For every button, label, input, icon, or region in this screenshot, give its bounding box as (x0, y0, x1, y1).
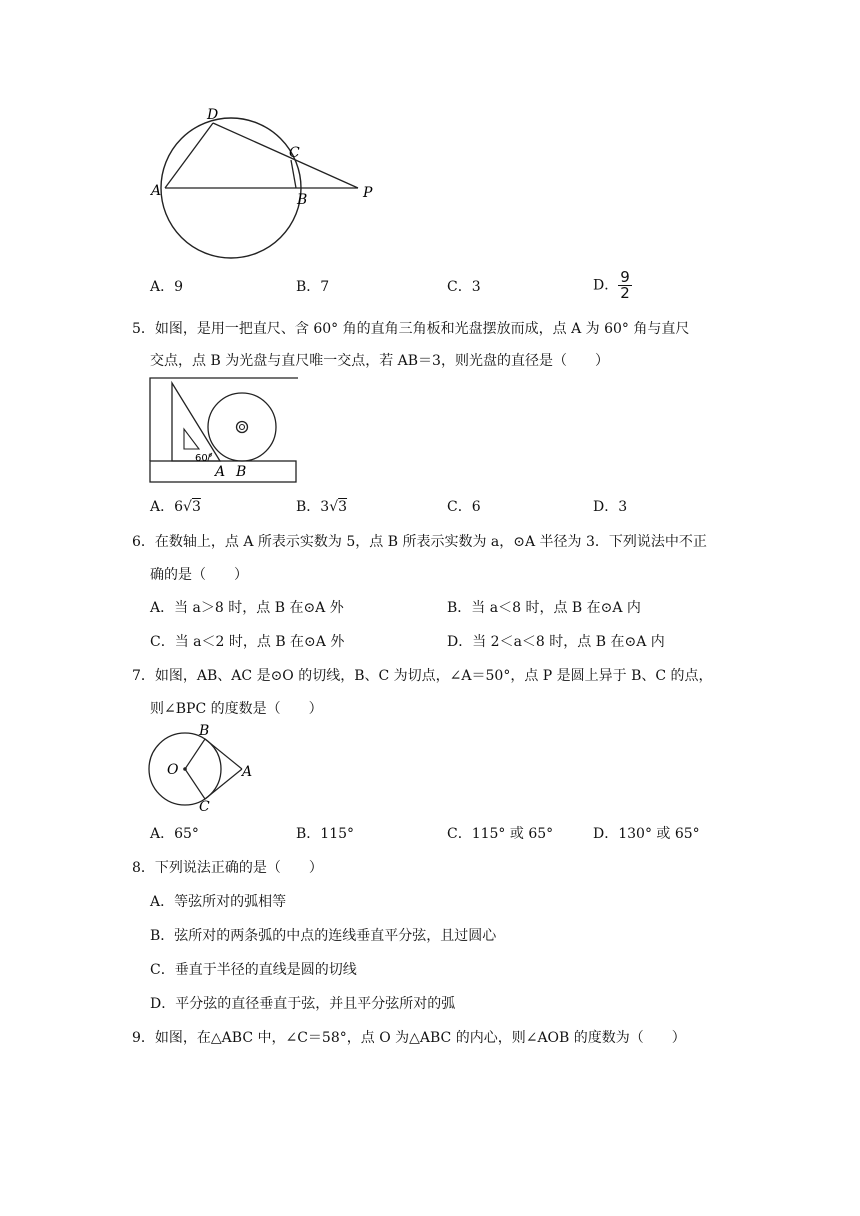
q6-option-a: A．当 a＞8 时，点 B 在⊙A 外 (150, 600, 344, 616)
q7-segment-oc (185, 769, 205, 799)
q4-option-a: A．9 (150, 279, 184, 295)
q6-option-b: B．当 a＜8 时，点 B 在⊙A 内 (447, 600, 641, 616)
q5-option-a-prefix: A．6 (150, 499, 184, 515)
q5-option-b-radical: √3 (329, 499, 348, 515)
q6-stem-line1: 6．在数轴上，点 A 所表示实数为 5，点 B 所表示实数为 a，⊙A 半径为 3．下列说法中不正 (132, 534, 707, 550)
q5-ruler-disc-figure (148, 377, 300, 485)
q8-option-b: B．弦所对的两条弧的中点的连线垂直平分弦，且过圆心 (150, 928, 497, 944)
q5-label-a: A (215, 464, 226, 480)
q4-option-d (593, 270, 632, 301)
q5-option-b-prefix: B．3 (296, 499, 330, 515)
q5-stem-line2: 交点，点 B 为光盘与直尺唯一交点，若 AB＝3，则光盘的直径是（ ） (150, 353, 609, 369)
q8-stem-line1: 8．下列说法正确的是（ ） (132, 860, 323, 876)
q7-option-c: C．115° 或 65° (447, 826, 554, 842)
q7-stem-line2: 则∠BPC 的度数是（ ） (150, 701, 323, 717)
q4-option-c: C．3 (447, 279, 481, 295)
q7-segment-ac (205, 769, 242, 799)
q4-segment-dp (213, 123, 358, 188)
q4-option-d-fraction (618, 270, 632, 301)
q4-label-c: C (289, 145, 300, 161)
q6-option-c: C．当 a＜2 时，点 B 在⊙A 外 (150, 634, 345, 650)
q7-label-c: C (199, 799, 210, 814)
q5-option-b (296, 496, 347, 516)
q5-disc-hole-outer (237, 422, 248, 433)
q5-disc (208, 393, 276, 461)
q5-option-d: D．3 (593, 499, 628, 515)
q7-option-a: A．65° (150, 826, 199, 842)
q4-segment-cb (291, 160, 296, 188)
q5-angle-label: 60° (195, 453, 213, 464)
q7-tangent-figure (145, 722, 260, 814)
q4-label-p: P (363, 185, 373, 201)
q4-option-b: B．7 (296, 279, 330, 295)
q5-option-a-radicand: 3 (191, 499, 201, 515)
q9-stem-line1: 9．如图，在△ABC 中，∠C＝58°，点 O 为△ABC 的内心，则∠AOB 的度数为（ ） (132, 1030, 686, 1046)
q5-option-c: C．6 (447, 499, 481, 515)
q6-option-d: D．当 2＜a＜8 时，点 B 在⊙A 内 (447, 634, 665, 650)
q4-label-a: A (151, 183, 162, 199)
q8-option-d: D．平分弦的直径垂直于弦，并且平分弦所对的弧 (150, 996, 456, 1012)
q5-disc-hole-inner (240, 425, 245, 430)
q5-stem-line1: 5．如图，是用一把直尺、含 60° 角的直角三角板和光盘摆放而成，点 A 为 60° 角与直尺 (132, 321, 690, 337)
q4-label-b: B (297, 192, 308, 208)
q7-option-d: D．130° 或 65° (593, 826, 700, 842)
q4-label-d: D (207, 107, 219, 123)
q5-option-a-radical: √3 (183, 499, 201, 515)
q5-label-b: B (236, 464, 247, 480)
q7-option-b: B．115° (296, 826, 355, 842)
q4-option-d-denominator: 2 (620, 284, 630, 302)
q7-stem-line1: 7．如图，AB、AC 是⊙O 的切线，B、C 为切点，∠A＝50°，点 P 是圆上异于 B、C 的点， (132, 668, 713, 684)
q7-center-dot (183, 767, 187, 771)
q4-option-d-prefix: D． (593, 277, 619, 294)
q7-label-a: A (242, 764, 253, 780)
q5-option-b-radicand: 3 (338, 499, 348, 515)
q5-option-a (150, 496, 201, 516)
q4-option-d-numerator: 9 (620, 268, 630, 286)
q8-option-a: A．等弦所对的弧相等 (150, 894, 287, 910)
q7-segment-ab (205, 739, 242, 769)
q6-stem-line2: 确的是（ ） (150, 567, 248, 583)
q8-option-c: C．垂直于半径的直线是圆的切线 (150, 962, 357, 978)
q4-circle-figure (145, 105, 385, 265)
q7-label-o: O (167, 762, 179, 778)
q7-segment-ob (185, 739, 205, 769)
q7-label-b: B (199, 723, 210, 739)
q5-triangle-inner (184, 429, 199, 449)
